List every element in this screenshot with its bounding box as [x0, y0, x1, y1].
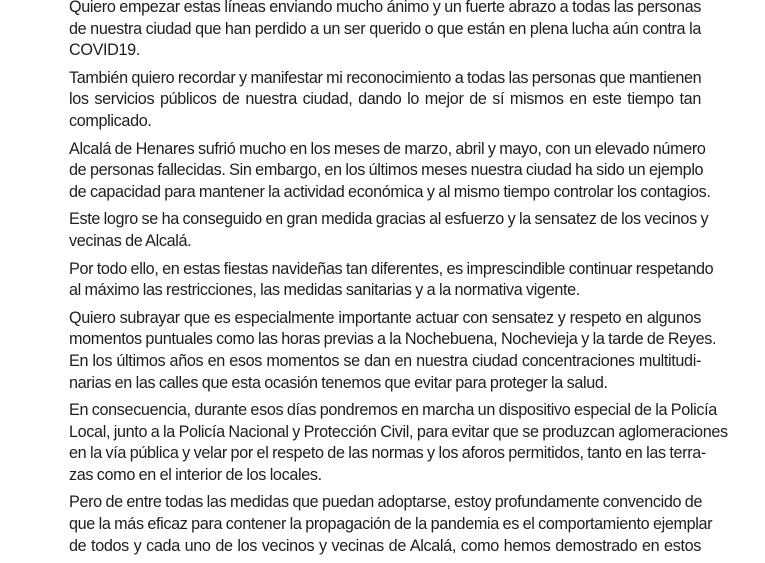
text-line: de todos y cada uno de los vecinos y vecinas de Alcalá, como hemos demostrado en estos — [69, 536, 701, 555]
text-line: En los últimos años en esos momentos se dan en nuestra ciudad concentraciones multitudi- — [69, 351, 701, 370]
text-line: de nuestra ciudad que han perdido a un ser querido o que están en plena lucha aún contra la — [69, 19, 701, 38]
text-line: Este logro se ha conseguido en gran medida gracias al esfuerzo y la sensatez de los vecinos y — [69, 210, 709, 229]
text-line: zas como en el interior de los locales. — [69, 465, 322, 484]
text-line: Pero de entre todas las medidas que puedan adoptarse, estoy profundamente convencido de — [69, 493, 703, 512]
text-line: Por todo ello, en estas fiestas navideñas tan diferentes, es imprescindible continuar respetando — [69, 259, 714, 278]
text-line: COVID19. — [69, 41, 140, 60]
text-line: momentos puntuales como las horas previas a la Nochebuena, Nochevieja y la tarde de Reyes. — [69, 330, 717, 349]
text-line: de personas fallecidas. Sin embargo, en los últimos meses nuestra ciudad ha sido un ejemplo — [69, 161, 704, 180]
text-line: Quiero empezar estas líneas enviando mucho ánimo y un fuerte abrazo a todas las personas — [69, 0, 701, 16]
text-line: También quiero recordar y manifestar mi reconocimiento a todas las personas que mantienen — [69, 68, 702, 87]
text-line: que la más eficaz para contener la propagación de la pandemia es el comportamiento ejemplar — [69, 515, 713, 534]
text-line: en la vía pública y velar por el respeto de las normas y los aforos permitidos, tanto en las terra- — [69, 444, 706, 463]
paragraph-greeting — [69, 0, 701, 62]
text-line: Quiero subrayar que es especialmente importante actuar con sensatez y respeto en algunos — [69, 308, 701, 327]
text-line: Local, junto a la Policía Nacional y Protección Civil, para evitar que se produzcan aglomeraciones — [69, 422, 728, 441]
text-line: narias en las calles que esta ocasión tenemos que evitar para proteger la salud. — [69, 373, 608, 392]
text-line: los servicios públicos de nuestra ciudad, dando lo mejor de sí mismos en este tiempo tan — [69, 90, 701, 109]
text-line: vecinas de Alcalá. — [69, 231, 192, 250]
paragraph-conviction — [69, 492, 713, 557]
text-line: En consecuencia, durante esos días pondremos en marcha un dispositivo especial de la Policía — [69, 401, 717, 420]
text-line: al máximo las restricciones, las medidas sanitarias y a la normativa vigente. — [69, 281, 580, 300]
text-line: de capacidad para mantener la actividad económica y al mismo tiempo controlar los contagios. — [69, 182, 711, 201]
letter-body — [69, 0, 728, 563]
paragraph-alcala-months — [69, 139, 711, 204]
paragraph-public-services — [69, 68, 701, 133]
text-line: complicado. — [69, 111, 152, 130]
text-line: Alcalá de Henares sufrió mucho en los meses de marzo, abril y mayo, con un elevado número — [69, 139, 706, 158]
paragraph-christmas — [69, 259, 714, 302]
paragraph-achievement — [69, 209, 709, 252]
paragraph-key-moments — [69, 308, 717, 394]
paragraph-police-device — [69, 400, 728, 486]
